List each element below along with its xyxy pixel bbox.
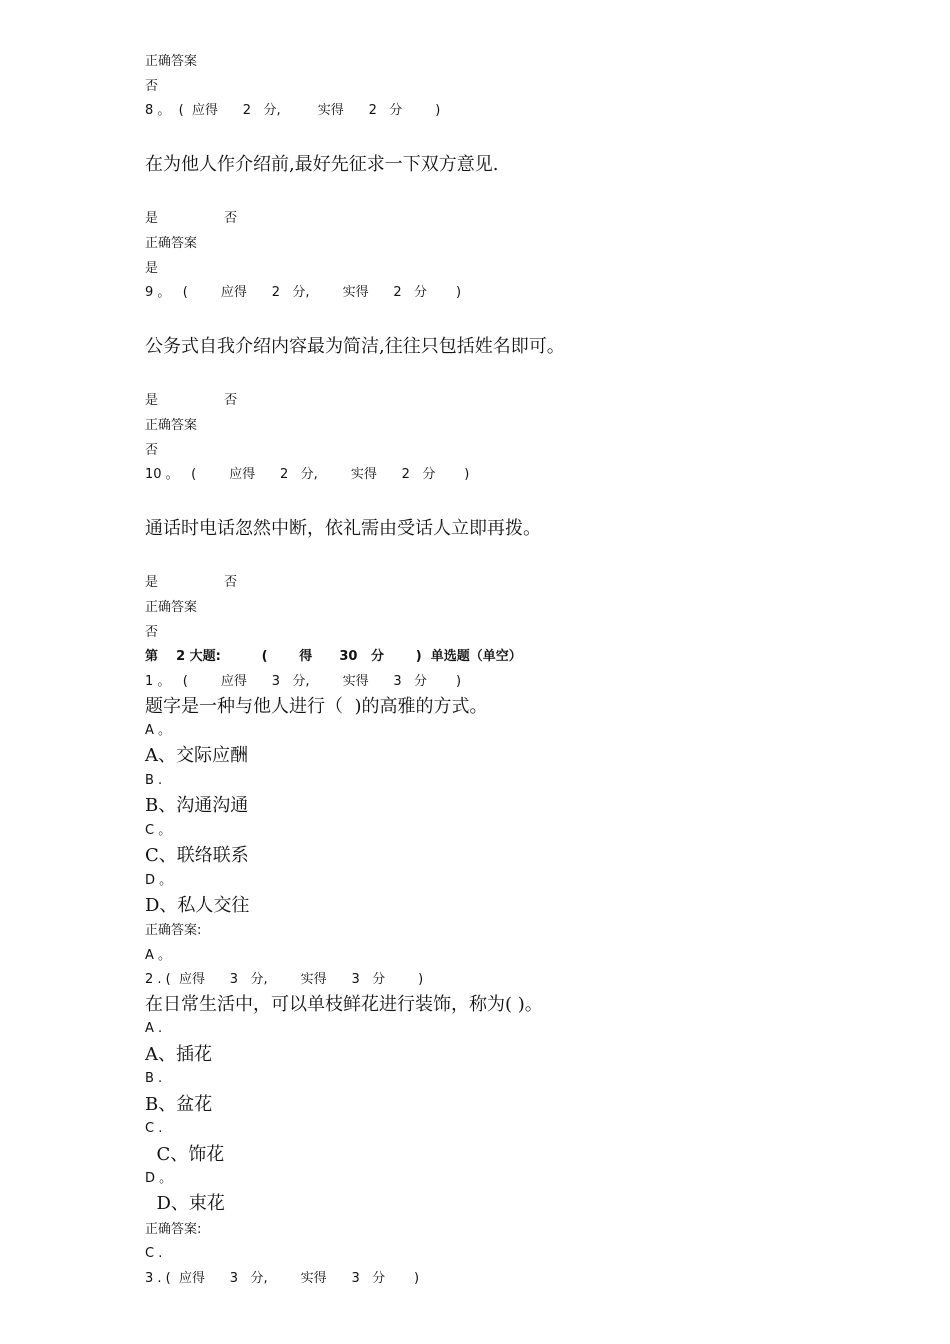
correct-answer-label: 正确答案 bbox=[145, 418, 198, 433]
option-c[interactable]: C、饰花 bbox=[145, 1144, 225, 1165]
question-8-score: 8 。 ( 应得 2 分, 实得 2 分 ) bbox=[145, 103, 441, 118]
option-a[interactable]: A、交际应酬 bbox=[145, 745, 248, 766]
question-9-text: 公务式自我介绍内容最为简洁,往往只包括姓名即可。 bbox=[145, 336, 565, 357]
correct-answer-value: 否 bbox=[145, 625, 159, 640]
mc-question-1-score: 1 。 ( 应得 3 分, 实得 3 分 ) bbox=[145, 674, 462, 689]
question-10-options[interactable]: 是 否 bbox=[145, 575, 238, 590]
correct-answer-label: 正确答案 bbox=[145, 600, 198, 615]
option-b-marker: B . bbox=[145, 1071, 163, 1086]
question-9-score: 9 。 ( 应得 2 分, 实得 2 分 ) bbox=[145, 285, 462, 300]
question-8-text: 在为他人作介绍前,最好先征求一下双方意见. bbox=[145, 154, 499, 175]
question-9-options[interactable]: 是 否 bbox=[145, 393, 238, 408]
option-d[interactable]: D、束花 bbox=[145, 1193, 225, 1214]
question-8-options[interactable]: 是 否 bbox=[145, 211, 238, 226]
option-a-marker: A . bbox=[145, 1021, 163, 1036]
option-b-marker: B . bbox=[145, 773, 163, 788]
mc-question-2-score: 2 . ( 应得 3 分, 实得 3 分 ) bbox=[145, 972, 424, 987]
option-c[interactable]: C、联络联系 bbox=[145, 845, 249, 866]
correct-answer-value: C . bbox=[145, 1246, 163, 1261]
correct-answer-value: 是 bbox=[145, 261, 159, 276]
option-c-marker: C . bbox=[145, 1121, 163, 1136]
option-d-marker: D 。 bbox=[145, 1171, 173, 1186]
option-a-marker: A 。 bbox=[145, 723, 172, 738]
correct-answer-label: 正确答案: bbox=[145, 923, 202, 938]
question-10-score: 10 。 ( 应得 2 分, 实得 2 分 ) bbox=[145, 467, 470, 482]
mc-question-1-text: 题字是一种与他人进行（ )的高雅的方式。 bbox=[145, 696, 488, 717]
correct-answer-label: 正确答案 bbox=[145, 236, 198, 251]
correct-answer-label: 正确答案: bbox=[145, 1222, 202, 1237]
question-10-text: 通话时电话忽然中断，依礼需由受话人立即再拨。 bbox=[145, 518, 541, 539]
option-d[interactable]: D、私人交往 bbox=[145, 895, 250, 916]
mc-question-2-text: 在日常生活中，可以单枝鲜花进行装饰，称为( )。 bbox=[145, 994, 543, 1015]
option-b[interactable]: B、沟通沟通 bbox=[145, 795, 249, 816]
correct-answer-value: A 。 bbox=[145, 948, 172, 963]
option-a[interactable]: A、插花 bbox=[145, 1044, 212, 1065]
mc-question-3-score: 3 . ( 应得 3 分, 实得 3 分 ) bbox=[145, 1271, 420, 1286]
option-d-marker: D 。 bbox=[145, 873, 173, 888]
section-2-heading: 第 2 大题: ( 得 30 分 ) 单选题（单空） bbox=[145, 649, 522, 664]
correct-answer-label: 正确答案 bbox=[145, 54, 198, 69]
correct-answer-value: 否 bbox=[145, 443, 159, 458]
option-b[interactable]: B、盆花 bbox=[145, 1094, 213, 1115]
correct-answer-value: 否 bbox=[145, 79, 159, 94]
option-c-marker: C 。 bbox=[145, 823, 172, 838]
